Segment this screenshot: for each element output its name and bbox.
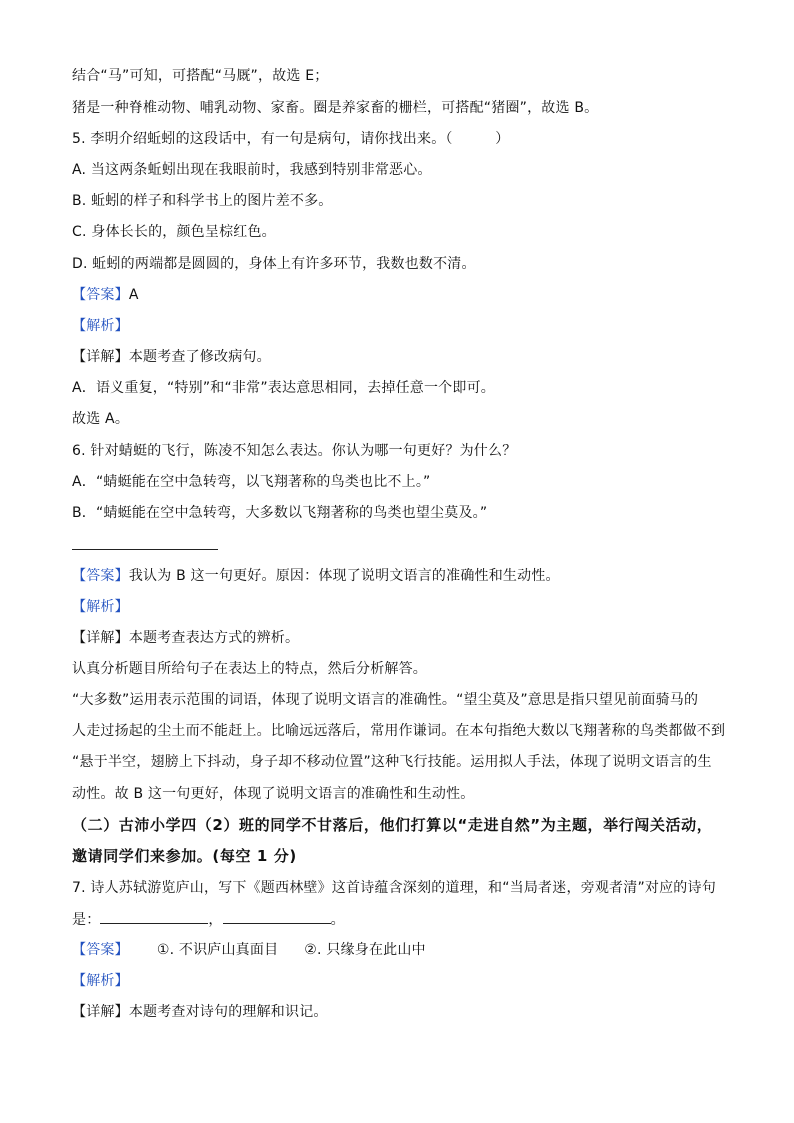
answer-text: A xyxy=(128,287,139,303)
section-heading: （二）古沛小学四（2）班的同学不甘落后，他们打算以“走进自然”为主题，举行闯关活动， xyxy=(72,816,713,834)
detail-tag: 【详解】 xyxy=(72,630,129,646)
question-text: 。 xyxy=(330,912,345,928)
text-line: 结合“马”可知，可搭配“马厩”，故选 E； xyxy=(72,68,329,84)
question-5: 5. 李明介绍蚯蚓的这段话中，有一句是病句，请你找出来。（ ） xyxy=(72,131,510,147)
detail-text: 本题考查表达方式的辨析。 xyxy=(128,630,300,646)
detail-text: 本题考查对诗句的理解和识记。 xyxy=(128,1004,328,1020)
option-c: C. 身体长长的，颜色呈棕红色。 xyxy=(72,224,276,240)
question-6: 6. 针对蜻蜓的飞行，陈凌不知怎么表达。你认为哪一句更好？为什么？ xyxy=(72,443,517,459)
detail-text: 本题考查了修改病句。 xyxy=(128,349,271,365)
explanation-line: A．语义重复，“特别”和“非常”表达意思相同，去掉任意一个即可。 xyxy=(72,380,495,396)
analysis-tag: 【解析】 xyxy=(72,599,129,615)
explanation-line: 认真分析题目所给句子在表达上的特点，然后分析解答。 xyxy=(72,661,427,677)
explanation-line: “悬于半空，翅膀上下抖动，身子却不移动位置”这种飞行技能。运用拟人手法，体现了说明文语言的生 xyxy=(72,754,712,770)
answer-tag: 【答案】 xyxy=(72,942,129,958)
answer-line xyxy=(72,566,728,586)
section-heading: 邀请同学们来参加。(每空 1 分) xyxy=(72,847,297,865)
answer-number: ① xyxy=(156,942,170,958)
option-d: D. 蚯蚓的两端都是圆圆的，身体上有许多环节，我数也数不清。 xyxy=(72,256,476,272)
explanation-line: 人走过扬起的尘土而不能赶上。比喻远远落后，常用作谦词。在本句指绝大数以飞翔著称的鸟类都做不到 xyxy=(72,723,726,739)
answer-blank-line xyxy=(72,549,218,550)
answer-tag: 【答案】 xyxy=(72,287,129,303)
question-7: 7. 诗人苏轼游览庐山，写下《题西林壁》这首诗蕴含深刻的道理，和“当局者迷，旁观者清”对应的诗句 xyxy=(72,880,716,896)
question-7-blanks xyxy=(72,909,728,930)
answer-text: 我认为 B 这一句更好。原因：体现了说明文语言的准确性和生动性。 xyxy=(128,568,560,584)
fill-blank-2 xyxy=(223,909,331,924)
question-text: ， xyxy=(208,912,223,928)
detail-tag: 【详解】 xyxy=(72,349,129,365)
answer-line xyxy=(72,285,728,305)
detail-line xyxy=(72,1002,728,1022)
explanation-line: 故选 A。 xyxy=(72,411,130,427)
answer-text: . 只缘身在此山中 xyxy=(317,942,426,958)
analysis-tag: 【解析】 xyxy=(72,973,129,989)
question-text: 是： xyxy=(72,912,101,928)
answer-text: . 不识庐山真面目 xyxy=(169,942,279,958)
detail-line xyxy=(72,347,728,367)
answer-tag: 【答案】 xyxy=(72,568,129,584)
detail-tag: 【详解】 xyxy=(72,1004,129,1020)
option-b: B. 蚯蚓的样子和科学书上的图片差不多。 xyxy=(72,193,333,209)
option-a: A. 当这两条蚯蚓出现在我眼前时，我感到特别非常恶心。 xyxy=(72,162,432,178)
option-a: A．“蜻蜓能在空中急转弯，以飞翔著称的鸟类也比不上。” xyxy=(72,474,431,490)
answer-number: ② xyxy=(304,942,318,958)
analysis-tag: 【解析】 xyxy=(72,318,129,334)
fill-blank-1 xyxy=(100,909,208,924)
detail-line xyxy=(72,628,728,648)
explanation-line: “大多数”运用表示范围的词语，体现了说明文语言的准确性。“望尘莫及”意思是指只望见前面骑马的 xyxy=(72,692,699,708)
explanation-line: 动性。故 B 这一句更好，体现了说明文语言的准确性和生动性。 xyxy=(72,786,475,802)
option-b: B．“蜻蜓能在空中急转弯，大多数以飞翔著称的鸟类也望尘莫及。” xyxy=(72,505,488,521)
text-line: 猪是一种脊椎动物、哺乳动物、家畜。圈是养家畜的栅栏，可搭配“猪圈”，故选 B。 xyxy=(72,100,599,116)
answer-line xyxy=(72,940,728,960)
